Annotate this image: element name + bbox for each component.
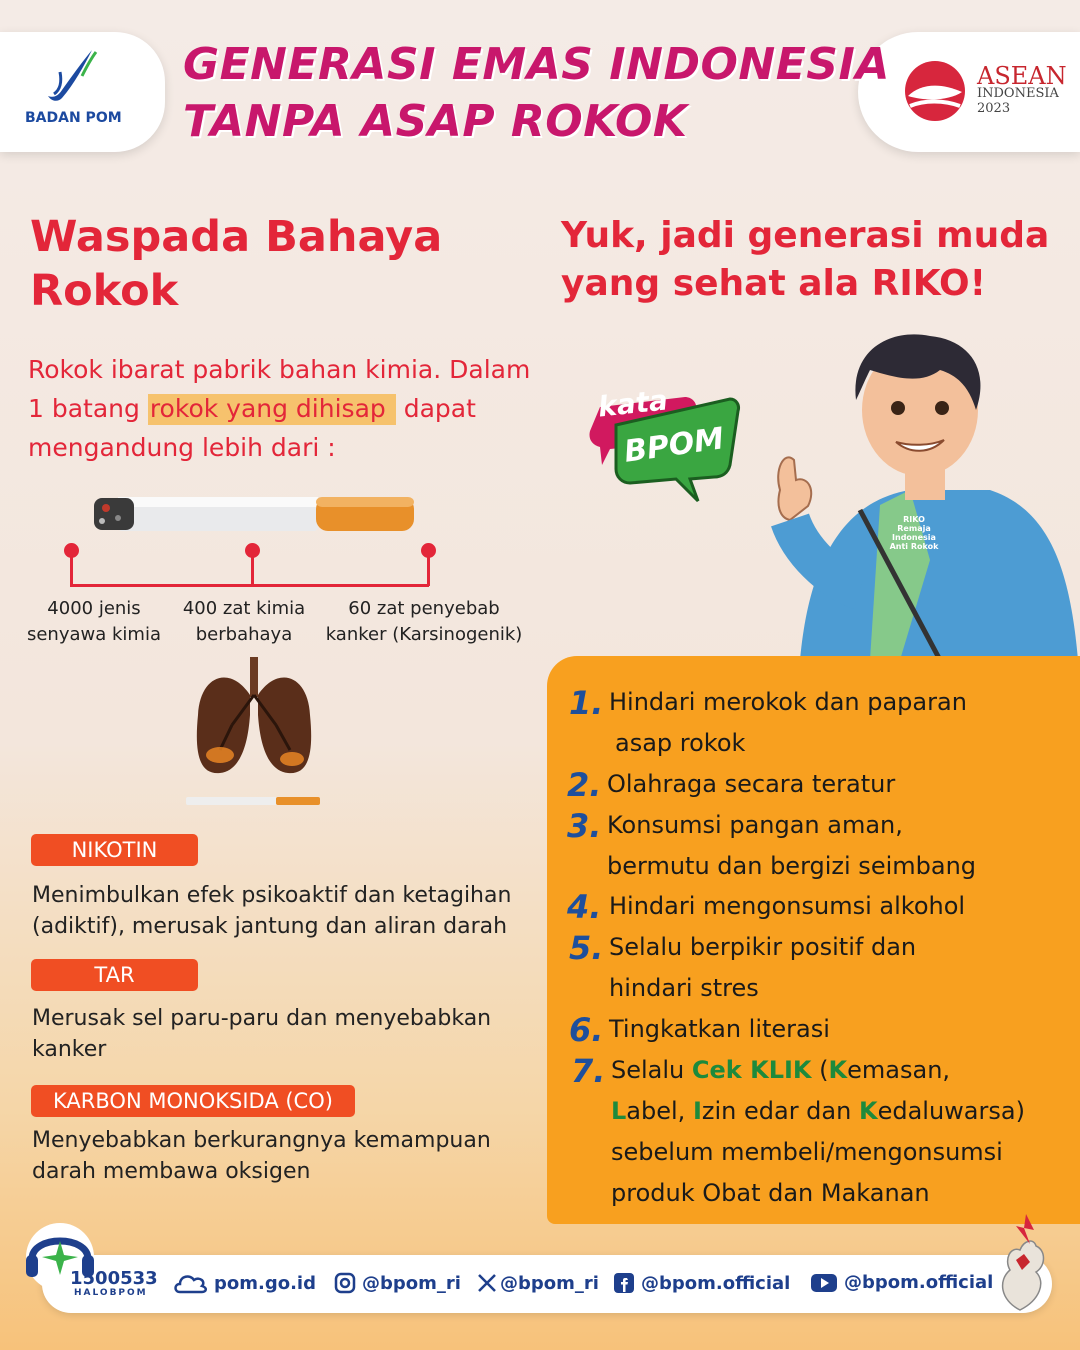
damaged-lungs-illustration — [180, 655, 330, 815]
tip-item-7 — [571, 1052, 1025, 1214]
youtube-link[interactable] — [810, 1272, 993, 1293]
tip-fragment: edaluwarsa) — [877, 1097, 1025, 1125]
tip-text: Olahraga secara teratur — [607, 770, 896, 798]
tip-text — [611, 1050, 1025, 1214]
tip-line: bermutu dan bergizi seimbang — [607, 852, 977, 880]
timeline-line — [70, 584, 429, 587]
asean-subtitle: INDONESIA — [977, 86, 1059, 101]
intro-highlight: rokok yang dihisap — [148, 394, 396, 425]
tip-fragment: Selalu — [611, 1056, 692, 1084]
tip-number: 5. — [569, 929, 604, 967]
timeline-label-1-line2: senyawa kimia — [26, 624, 161, 645]
klik-letter-k: K — [828, 1056, 848, 1084]
asean-year: 2023 — [977, 101, 1011, 116]
tip-line: sebelum membeli/mengonsumsi — [611, 1138, 1003, 1166]
shirt-text-line: Remaja — [897, 524, 931, 533]
badan-pom-logo-icon — [40, 46, 102, 108]
instagram-link[interactable] — [334, 1272, 461, 1294]
karbon-monoksida-badge: KARBON MONOKSIDA (CO) — [31, 1085, 355, 1117]
timeline-tick — [70, 554, 73, 586]
tip-number: 7. — [571, 1052, 606, 1090]
tip-item-2 — [567, 766, 895, 805]
x-link[interactable] — [476, 1272, 599, 1294]
tip-text — [607, 805, 976, 887]
main-title-line1: GENERASI EMAS INDONESIA — [183, 39, 890, 90]
tip-text: Hindari mengonsumsi alkohol — [609, 892, 966, 920]
tip-text: Tingkatkan literasi — [609, 1015, 830, 1043]
facebook-link[interactable] — [613, 1272, 790, 1294]
tip-line: Konsumsi pangan aman, — [607, 811, 903, 839]
bubble-text-kata: kata — [596, 383, 670, 424]
tar-badge: TAR — [31, 959, 198, 991]
tip-line — [611, 1050, 1025, 1091]
timeline-label-1-line1: 4000 jenis — [47, 598, 141, 619]
tip-fragment: abel, — [626, 1097, 693, 1125]
cloud-icon — [172, 1272, 208, 1294]
tips-list-box — [547, 656, 1080, 1224]
asean-title: ASEAN — [977, 62, 1067, 90]
tip-item-1 — [569, 684, 967, 764]
timeline-label-2-line2: berbahaya — [195, 624, 293, 645]
main-title-line2: TANPA ASAP ROKOK — [183, 96, 688, 147]
x-text: @bpom_ri — [500, 1272, 599, 1294]
timeline-dot — [64, 543, 79, 558]
instagram-text: @bpom_ri — [362, 1272, 461, 1294]
klik-letter-k2: K — [858, 1097, 878, 1125]
tip-line: Selalu berpikir positif dan — [609, 933, 917, 961]
tip-fragment: zin edar dan — [701, 1097, 859, 1125]
tip-text — [609, 927, 916, 1009]
shirt-text-line: RIKO — [903, 515, 925, 524]
timeline-label-3 — [318, 596, 530, 648]
facebook-text: @bpom.official — [641, 1272, 791, 1294]
tip-fragment: ( — [811, 1056, 829, 1084]
garuda-ornament-icon — [990, 1210, 1052, 1314]
left-heading: Waspada Bahaya Rokok — [30, 212, 443, 316]
x-icon — [476, 1272, 498, 1294]
timeline-dot — [245, 543, 260, 558]
tip-line — [611, 1091, 1025, 1132]
karbon-monoksida-description: Menyebabkan berkurangnya kemampuan darah membawa oksigen — [32, 1128, 491, 1184]
website-link[interactable] — [172, 1272, 316, 1294]
riko-character-illustration — [760, 330, 1080, 660]
tip-fragment: emasan, — [847, 1056, 951, 1084]
badan-pom-label: BADAN POM — [25, 110, 122, 126]
tip-item-6 — [569, 1011, 830, 1050]
tip-line: Hindari merokok dan paparan — [609, 688, 967, 716]
timeline-tick — [427, 554, 430, 586]
website-text: pom.go.id — [214, 1272, 316, 1294]
bubble-text-bpom: BPOM — [622, 421, 727, 470]
timeline-label-1 — [18, 596, 170, 648]
klik-letter-l: L — [611, 1097, 627, 1125]
tip-line: produk Obat dan Makanan — [611, 1179, 930, 1207]
nikotin-badge: NIKOTIN — [31, 834, 198, 866]
tar-description: Merusak sel paru-paru dan menyebabkan kanker — [32, 1006, 492, 1062]
hotline-label: HALOBPOM — [74, 1288, 148, 1298]
riko-shirt-text — [886, 515, 942, 551]
tip-line: asap rokok — [615, 729, 746, 757]
shirt-text-line: Anti Rokok — [889, 542, 939, 551]
intro-text — [28, 350, 548, 467]
intro-post: dapat mengandung lebih dari : — [28, 394, 476, 462]
timeline-dot — [421, 543, 436, 558]
nikotin-description: Menimbulkan efek psikoaktif dan ketagihan (adiktif), merusak jantung dan aliran darah — [32, 883, 512, 939]
tip-number: 4. — [567, 888, 602, 926]
tip-text — [609, 682, 967, 764]
timeline-label-2 — [172, 596, 316, 648]
instagram-icon — [334, 1272, 356, 1294]
timeline-label-3-line1: 60 zat penyebab — [348, 598, 500, 619]
tip-line: hindari stres — [609, 974, 759, 1002]
tip-number: 2. — [567, 766, 602, 804]
hotline-number[interactable]: 1500533 — [70, 1268, 158, 1289]
youtube-icon — [810, 1273, 838, 1293]
timeline-label-3-line2: kanker (Karsinogenik) — [325, 624, 523, 645]
facebook-icon — [613, 1272, 635, 1294]
tip-item-5 — [569, 929, 916, 1009]
main-title — [183, 36, 890, 150]
cigarette-illustration — [88, 494, 418, 534]
right-heading: Yuk, jadi generasi muda yang sehat ala RIKO! — [561, 215, 1050, 304]
asean-logo-icon — [900, 56, 970, 126]
tip-number: 6. — [569, 1011, 604, 1049]
shirt-text-line: Indonesia — [892, 533, 936, 542]
youtube-text: @bpom.official — [844, 1272, 994, 1293]
klik-letter-i: I — [692, 1097, 702, 1125]
tip-number: 1. — [569, 684, 604, 722]
timeline-tick — [251, 554, 254, 586]
tip-item-4 — [567, 888, 965, 927]
intro-pre: Rokok ibarat pabrik bahan kimia. Dalam 1 batang — [28, 355, 531, 423]
cek-klik-label: Cek KLIK — [691, 1056, 812, 1084]
tip-number: 3. — [567, 807, 602, 845]
tip-item-3 — [567, 807, 976, 887]
timeline-label-2-line1: 400 zat kimia — [182, 598, 306, 619]
